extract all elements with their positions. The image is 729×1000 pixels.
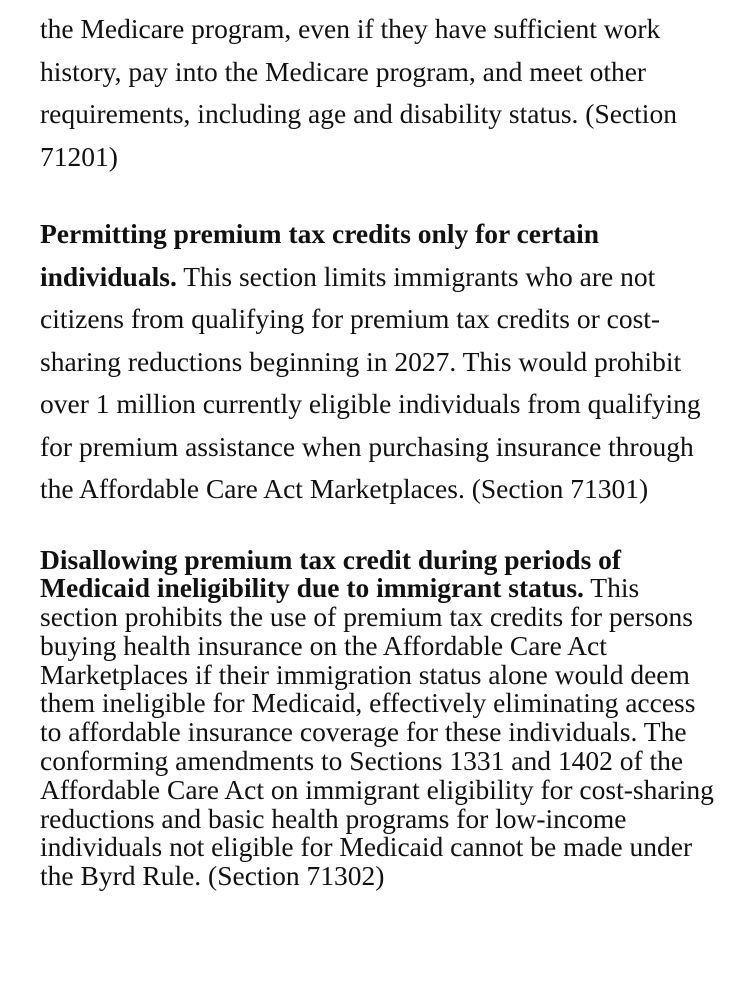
paragraph-body: the Medicare program, even if they have sufficient work history, pay into the Medicare program, and meet other requirements, including age and disability status. (Section 71201) <box>40 13 677 172</box>
document-page <box>40 8 720 891</box>
paragraph-spacer <box>40 178 720 213</box>
paragraph-disallowing-premium-tax-credit <box>40 543 720 892</box>
paragraph-premium-tax-credits-certain-individuals <box>40 213 720 511</box>
paragraph-body: This section prohibits the use of premium tax credits for persons buying health insurance on the Affordable Care Act Marketplaces if their immigration status alone would deem them ineligible for Medicaid, effectively eliminating access to affordable insurance coverage for these individuals. The conforming amendments to Sections 1331 and 1402 of the Affordable Care Act on immigrant eligibility for cost-sharing reductions and basic health programs for low-income individuals not eligible for Medicaid cannot be made under the Byrd Rule. (Section 71302) <box>40 572 714 892</box>
paragraph-body: This section limits immigrants who are not citizens from qualifying for premium tax credits or cost-sharing reductions beginning in 2027. This would prohibit over 1 million currently eligible individuals from qualifying for premium assistance when purchasing insurance through the Affordable Care Act Marketplaces. (Section 71301) <box>40 260 701 504</box>
paragraph-heading: Permitting premium tax credits only for certain individuals. <box>40 218 600 292</box>
paragraph-spacer <box>40 511 720 546</box>
paragraph-heading: Disallowing premium tax credit during periods of Medicaid ineligibility due to immigrant status. <box>40 543 622 604</box>
paragraph-medicare-eligibility <box>40 8 720 178</box>
